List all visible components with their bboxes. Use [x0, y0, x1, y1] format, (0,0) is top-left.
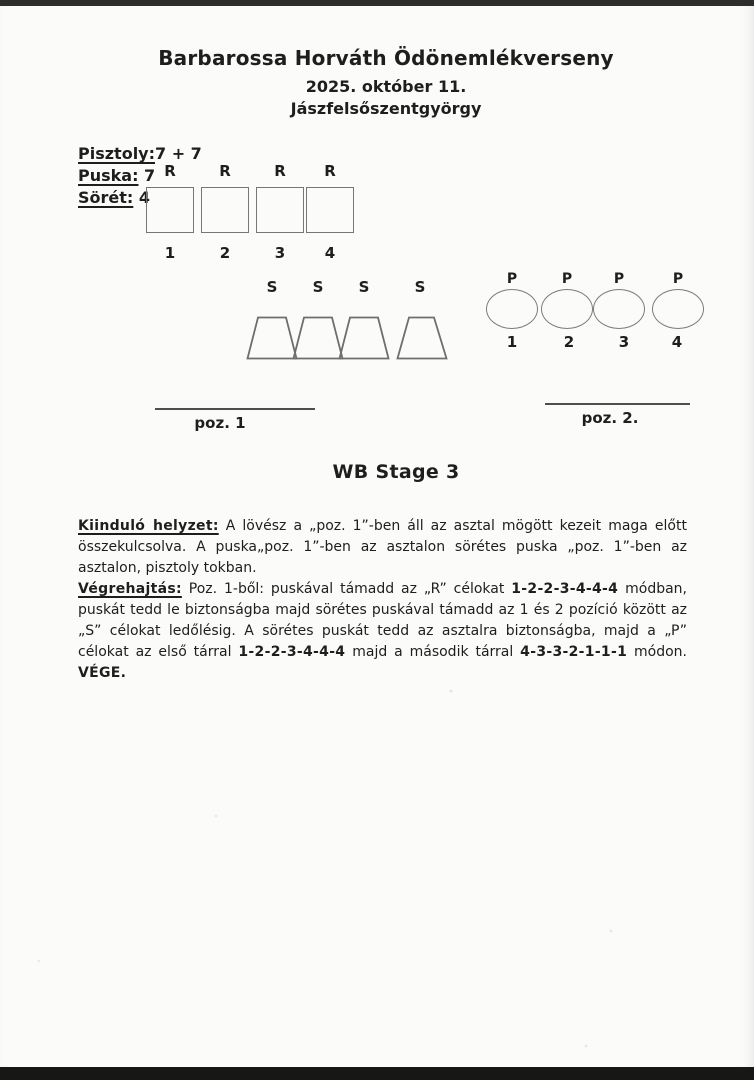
briefing-emphasis: 1-2-2-3-4-4-4: [238, 644, 346, 660]
pistol-target-circle: [541, 289, 593, 329]
ammo-label-rifle: Puska:: [78, 166, 139, 185]
briefing-text: módban, puskát tedd le biztonságba majd sörétes puskával támadd az 1 és 2 pozíció között az „S” célokat ledőlésig. A sörétes puskát tedd az asztalra biztonságba, majd a „P” célokat az első tárral: [78, 581, 687, 660]
ammo-label-pistol: Pisztoly:: [78, 144, 155, 163]
rifle-target-number: 2: [219, 244, 231, 262]
rifle-target-square: [306, 187, 354, 233]
briefing-text: Poz. 1-ből: puskával támadd az „R” célokat: [181, 581, 512, 597]
briefing-emphasis: 4-3-3-2-1-1-1: [520, 644, 628, 660]
ammo-label-shot: Sörét:: [78, 188, 134, 207]
briefing-paragraph: [78, 516, 687, 579]
competition-location: Jászfelsőszentgyörgy: [290, 99, 482, 118]
shotgun-target-letter: S: [312, 278, 324, 296]
shotgun-target-trapezoid: [338, 316, 390, 360]
ammo-value-pistol: 7 + 7: [155, 144, 202, 163]
pistol-target-letter: P: [613, 271, 625, 287]
rifle-target-square: [256, 187, 304, 233]
pistol-target-letter: P: [506, 271, 518, 287]
stage-briefing: [78, 516, 687, 684]
briefing-emphasis: Kiinduló helyzet:: [78, 518, 219, 534]
shotgun-target-letter: S: [266, 278, 278, 296]
position-label-2: poz. 2.: [581, 409, 639, 427]
rifle-target-letter: R: [324, 162, 336, 180]
rifle-target-letter: R: [274, 162, 286, 180]
pistol-target-letter: P: [672, 271, 684, 287]
shotgun-target-trapezoid: [292, 316, 344, 360]
briefing-text: A lövész a „poz. 1”-ben áll az asztal mögött kezeit maga előtt összekulcsolva. A puska„poz. 1”-ben az asztalon sörétes puska „poz. 1”-ben az asztalon, pisztoly tokban.: [78, 518, 687, 576]
pistol-target-circle: [593, 289, 645, 329]
competition-date: 2025. október 11.: [305, 77, 467, 96]
pistol-target-circle: [652, 289, 704, 329]
rifle-target-number: 1: [164, 244, 176, 262]
briefing-text: módon.: [627, 644, 688, 660]
briefing-emphasis: Végrehajtás:: [78, 581, 182, 597]
briefing-text: majd a második tárral: [345, 644, 521, 660]
ammo-value-shot: 4: [133, 188, 151, 207]
competition-title: Barbarossa Horváth Ödönemlékverseny: [158, 46, 614, 70]
rifle-target-number: 4: [324, 244, 336, 262]
briefing-paragraph: [78, 579, 687, 684]
pistol-target-number: 2: [563, 333, 575, 351]
shotgun-target-letter: S: [414, 278, 426, 296]
rifle-target-letter: R: [164, 162, 176, 180]
pistol-target-number: 1: [506, 333, 518, 351]
position-line-1: [155, 408, 315, 410]
pistol-target-number: 3: [618, 333, 630, 351]
scan-edge-bottom: [0, 1067, 754, 1080]
pistol-target-circle: [486, 289, 538, 329]
shotgun-target-trapezoid: [246, 316, 298, 360]
shotgun-target-trapezoid: [396, 316, 448, 360]
rifle-target-number: 3: [274, 244, 286, 262]
pistol-target-number: 4: [671, 333, 683, 351]
shotgun-target-letter: S: [358, 278, 370, 296]
rifle-target-square: [201, 187, 249, 233]
rifle-target-letter: R: [219, 162, 231, 180]
stage-title: WB Stage 3: [332, 461, 460, 483]
position-label-1: poz. 1: [194, 414, 246, 432]
rifle-target-square: [146, 187, 194, 233]
briefing-emphasis: 1-2-2-3-4-4-4: [511, 581, 619, 597]
position-line-2: [545, 403, 690, 405]
pistol-target-letter: P: [561, 271, 573, 287]
briefing-emphasis: VÉGE.: [78, 665, 127, 681]
ammo-value-rifle: 7: [138, 166, 156, 185]
